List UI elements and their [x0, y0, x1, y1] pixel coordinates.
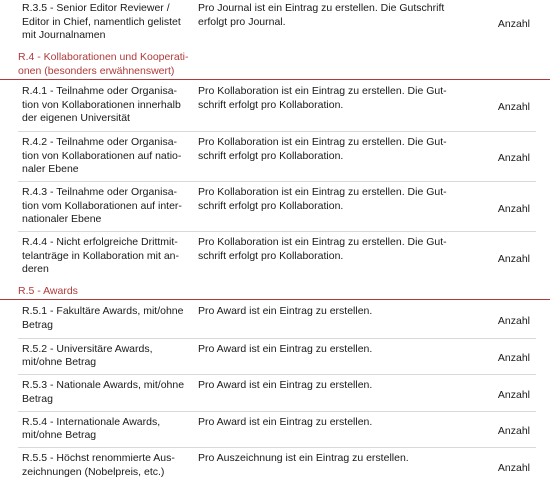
criterion-description: Pro Kollaboration ist ein Eintrag zu erstellen. Die Gut- schrift erfolgt pro Kollaboration.	[198, 136, 447, 162]
section-title: R.5 - Awards	[18, 284, 78, 297]
unit-cell: Anzahl	[497, 461, 530, 474]
criterion-label: R.5.1 - Fakultäre Awards, mit/ohne Betrag	[22, 305, 184, 331]
criterion-description: Pro Auszeichnung ist ein Eintrag zu erstellen.	[198, 452, 409, 465]
unit-cell: Anzahl	[497, 352, 530, 365]
table-row	[18, 131, 536, 182]
table-row	[18, 338, 536, 376]
criterion-label: R.4.1 - Teilnahme oder Organisa- tion von Kollaborationen innerhalb der eigenen Universität	[22, 85, 181, 125]
criterion-label: R.5.4 - Internationale Awards, mit/ohne Betrag	[22, 415, 161, 442]
unit-cell: Anzahl	[497, 314, 530, 327]
table-row	[18, 0, 536, 48]
table-row	[18, 231, 536, 282]
criterion-description: Pro Award ist ein Eintrag zu erstellen.	[198, 415, 373, 428]
criterion-label: R.4.3 - Teilnahme oder Organisa- tion vom Kollaborationen auf inter- nationaler Ebene	[22, 186, 182, 226]
criterion-description: Pro Kollaboration ist ein Eintrag zu erstellen. Die Gut- schrift erfolgt pro Kollaboration.	[198, 236, 447, 262]
unit-cell: Anzahl	[497, 152, 530, 165]
table-row	[18, 447, 536, 485]
criterion-description: Pro Award ist ein Eintrag zu erstellen.	[198, 305, 373, 317]
table-row	[18, 374, 536, 412]
section-header	[0, 49, 550, 80]
unit-cell: Anzahl	[497, 18, 530, 31]
criterion-label: R.5.5 - Höchst renommierte Aus- zeichnungen (Nobelpreis, etc.)	[22, 452, 175, 478]
criterion-description: Pro Journal ist ein Eintrag zu erstellen. Die Gutschrift erfolgt pro Journal.	[198, 2, 445, 28]
section-header	[0, 283, 550, 301]
unit-cell: Anzahl	[497, 252, 530, 265]
criterion-label: R.5.3 - Nationale Awards, mit/ohne Betrag	[22, 379, 185, 405]
criterion-description: Pro Award ist ein Eintrag zu erstellen.	[198, 342, 373, 355]
unit-cell: Anzahl	[497, 425, 530, 438]
criterion-label: R.4.4 - Nicht erfolgreiche Drittmit- telanträge in Kollaboration mit an- deren	[22, 236, 180, 276]
criterion-label: R.3.5 - Senior Editor Reviewer / Editor in Chief, namentlich gelistet mit Journalnamen	[22, 2, 181, 41]
unit-cell: Anzahl	[497, 202, 530, 215]
table-row	[18, 411, 536, 449]
section-title: R.4 - Kollaborationen und Kooperati- onen (besonders erwähnenswert)	[18, 51, 189, 77]
unit-cell: Anzahl	[497, 101, 530, 114]
criterion-description: Pro Award ist ein Eintrag zu erstellen.	[198, 379, 373, 392]
criterion-label: R.5.2 - Universitäre Awards, mit/ohne Betrag	[22, 342, 153, 369]
table-row	[18, 181, 536, 232]
criterion-description: Pro Kollaboration ist ein Eintrag zu erstellen. Die Gut- schrift erfolgt pro Kollaboration.	[198, 186, 447, 212]
table-row	[18, 301, 536, 338]
criterion-label: R.4.2 - Teilnahme oder Organisa- tion von Kollaborationen auf natio- naler Ebene	[22, 136, 182, 176]
table-row	[18, 81, 536, 131]
criterion-description: Pro Kollaboration ist ein Eintrag zu erstellen. Die Gut- schrift erfolgt pro Kollaboration.	[198, 85, 447, 111]
unit-cell: Anzahl	[497, 388, 530, 401]
